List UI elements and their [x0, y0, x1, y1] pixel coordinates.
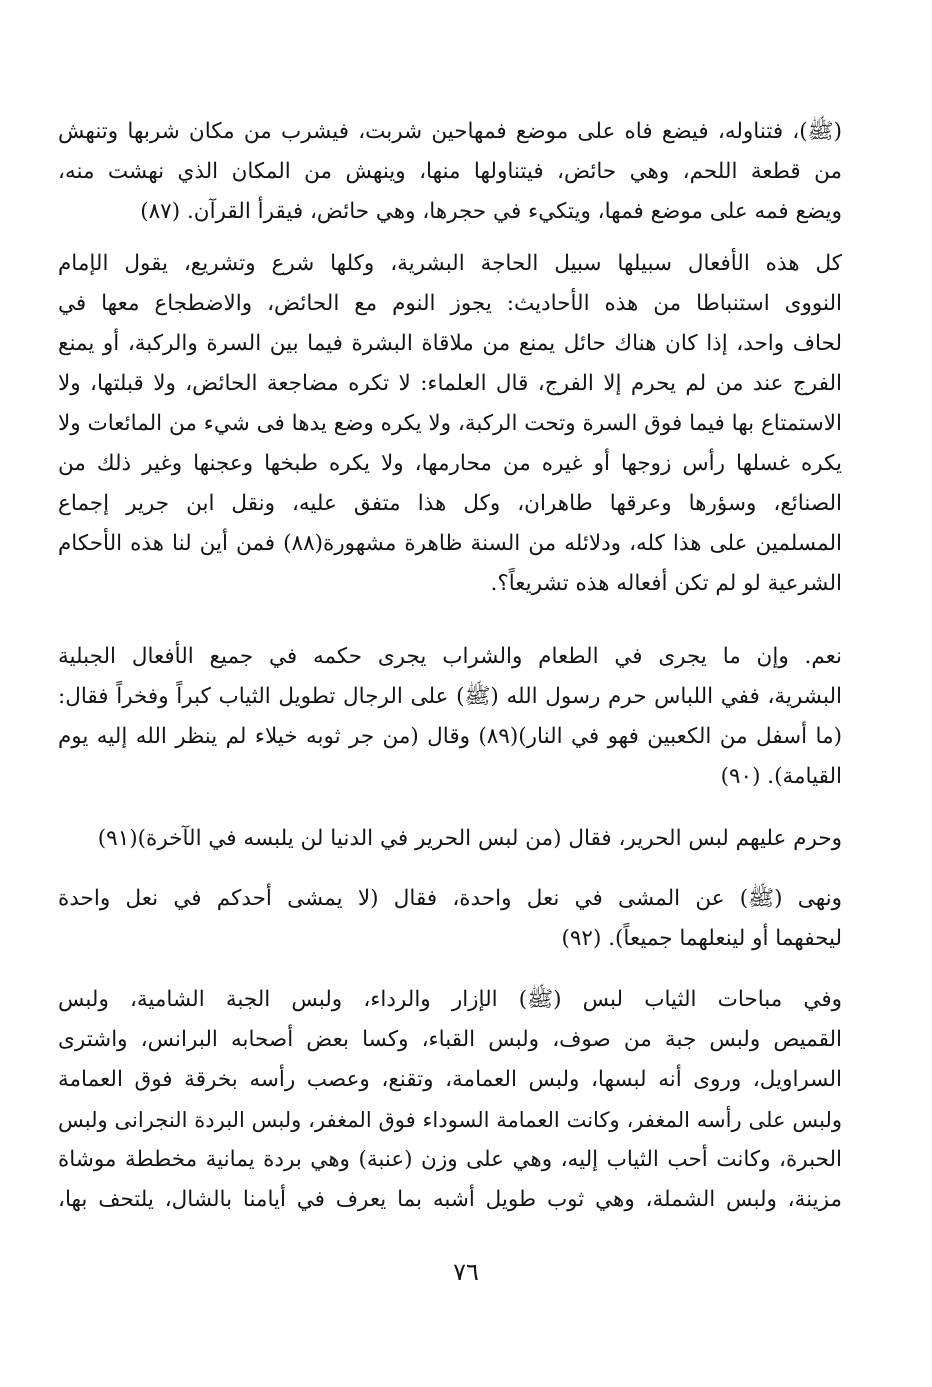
text-line: كل هذه الأفعال سبيلها سبيل الحاجة البشرية، وكلها شرع وتشريع، يقول الإمام — [58, 251, 842, 276]
paragraph-3 — [58, 637, 842, 797]
paragraph-6 — [58, 980, 842, 1220]
text-line: الاستمتاع بها فيما فوق السرة وتحت الركبة، ولا يكره وضع يدها فى شيء من المائعات ولا — [58, 411, 842, 436]
text-line: لحاف واحد، إذا كان هناك حائل يمنع من ملاقاة البشرة فيما بين السرة والركبة، أو يمنع — [58, 331, 842, 356]
text-line: وحرم عليهم لبس الحرير، فقال (من لبس الحرير في الدنيا لن يلبسه في الآخرة)(٩١) — [97, 826, 842, 851]
text-line: مزينة، ولبس الشملة، وهي ثوب طويل أشبه بما يعرف في أيامنا بالشال، يلتحف بها، — [58, 1187, 842, 1212]
paragraph-1 — [58, 112, 842, 232]
text-line: يكره غسلها رأس زوجها أو غيره من محارمها، ولا يكره طبخها وعجنها وغير ذلك من — [58, 451, 842, 476]
text-line: ويضع فمه على موضع فمها، ويتكيء في حجرها، وهي حائض، فيقرأ القرآن. (٨٧) — [140, 199, 842, 224]
text-line: النووى استنباطا من هذه الأحاديث: يجوز النوم مع الحائض، والاضطجاع معها في — [58, 291, 842, 316]
text-line: الشرعية لو لم تكن أفعاله هذه تشريعاً؟. — [490, 571, 842, 596]
text-line: الصنائع، وسؤرها وعرقها طاهران، وكل هذا متفق عليه، ونقل ابن جرير إجماع — [58, 491, 842, 516]
paragraph-5 — [58, 879, 842, 959]
text-line: وفي مباحات الثياب لبس (ﷺ) الإزار والرداء، ولبس الجبة الشامية، ولبس — [58, 987, 842, 1012]
text-line: ونهى (ﷺ) عن المشى في نعل واحدة، فقال (لا يمشى أحدكم في نعل واحدة — [58, 886, 842, 911]
text-line: البشرية، ففي اللباس حرم رسول الله (ﷺ) على الرجال تطويل الثياب كبراً وفخراً فقال: — [58, 684, 842, 709]
text-line: القيامة). (٩٠) — [720, 764, 842, 789]
text-line: الفرج عند من لم يحرم إلا الفرج، قال العلماء: لا تكره مضاجعة الحائض، ولا قبلتها، ولا — [58, 371, 842, 396]
page-number: ٧٦ — [453, 1258, 479, 1286]
text-line: ليحفهما أو لينعلهما جميعاً). (٩٢) — [561, 926, 842, 951]
text-line: السراويل، وروى أنه لبسها، ولبس العمامة، وتقنع، وعصب رأسه بخرقة فوق العمامة — [58, 1067, 842, 1092]
paragraph-2 — [58, 244, 842, 604]
text-line: ولبس على رأسه المغفر، وكانت العمامة السوداء فوق المغفر، ولبس البردة النجرانى ولبس — [58, 1108, 842, 1132]
text-line: المسلمين على هذا كله، ودلائله من السنة ظاهرة مشهورة(٨٨) فمن أين لنا هذه الأحكام — [58, 531, 842, 556]
text-line: (ما أسفل من الكعبين فهو في النار)(٨٩) وقال (من جر ثوبه خيلاء لم ينظر الله إليه يوم — [58, 724, 842, 749]
text-line: الحبرة، وكانت أحب الثياب إليه، وهي على وزن (عنبة) وهي بردة يمانية مخططة موشاة — [58, 1147, 842, 1172]
text-line: (ﷺ)، فتناوله، فيضع فاه على موضع فمهاحين شربت، فيشرب من مكان شربها وتنهش — [58, 119, 842, 144]
text-line: القميص ولبس جبة من صوف، ولبس القباء، وكسا بعض أصحابه البرانس، واشترى — [58, 1027, 842, 1052]
text-line: نعم. وإن ما يجرى في الطعام والشراب يجرى حكمه في جميع الأفعال الجبلية — [58, 644, 842, 669]
paragraph-4 — [58, 819, 842, 859]
text-line: من قطعة اللحم، وهي حائض، فيتناولها منها، وينهش من المكان الذي نهشت منه، — [58, 159, 842, 184]
